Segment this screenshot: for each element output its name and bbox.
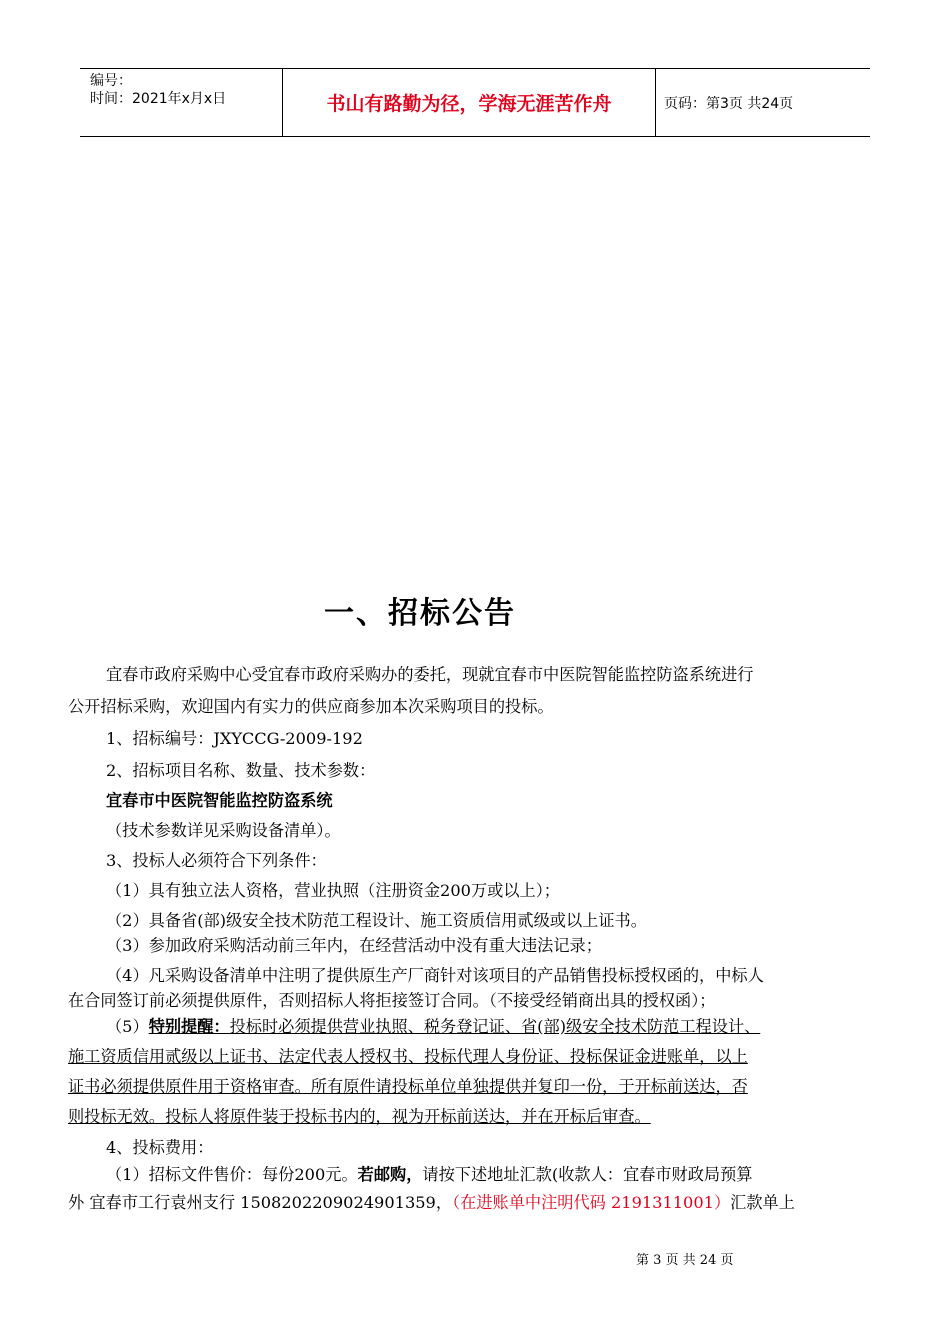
- header-number-label: 编号：: [90, 73, 132, 89]
- item-tender-number: 1、招标编号：JXYCCG-2009-192: [106, 729, 363, 748]
- header-time-label: 时间：2021年x月x日: [90, 91, 227, 107]
- item-bid-fees: 4、投标费用：: [106, 1138, 214, 1157]
- header-bottom-border: [80, 136, 870, 137]
- intro-line-2: 公开招标采购，欢迎国内有实力的供应商参加本次采购项目的投标。: [68, 697, 554, 716]
- fee-line-2: [68, 1193, 884, 1213]
- fee-remit-instruction: 请按下述地址汇款(收款人：宜春市财政局预算: [422, 1165, 753, 1184]
- header-page-label: 页码：第3页 共24页: [664, 96, 794, 112]
- header-divider-left: [282, 68, 283, 136]
- fee-line-1: [68, 1165, 922, 1185]
- fee-price: （1）招标文件售价：每份200元。: [106, 1165, 358, 1184]
- project-name: 宜春市中医院智能监控防盗系统: [106, 791, 333, 810]
- header-motto: 书山有路勤为径，学海无涯苦作舟: [326, 93, 612, 115]
- special-reminder-label: 特别提醒：: [148, 1017, 230, 1036]
- tech-note: （技术参数详见采购设备清单）。: [106, 821, 341, 840]
- intro-line-1: 宜春市政府采购中心受宜春市政府采购办的委托，现就宜春市中医院智能监控防盗系统进行: [106, 665, 754, 684]
- item-project-info: 2、招标项目名称、数量、技术参数：: [106, 761, 376, 780]
- condition-4-line-1: （4）凡采购设备清单中注明了提供原生产厂商针对该项目的产品销售投标授权函的，中标人: [106, 966, 764, 985]
- fee-code-note: （在进账单中注明代码 2191311001）: [452, 1193, 731, 1212]
- page-title: 一、招标公告: [324, 596, 516, 631]
- condition-2: （2）具备省(部)级安全技术防范工程设计、施工资质信用贰级或以上证书。: [106, 911, 647, 930]
- fee-bank-account: 外 宜春市工行袁州支行 1508202209024901359，: [68, 1193, 453, 1212]
- condition-4-line-2: 在合同签订前必须提供原件，否则招标人将拒接签订合同。（不接受经销商出具的授权函）；: [68, 991, 716, 1010]
- header-top-border: [80, 68, 870, 69]
- fee-line-2-end: 汇款单上: [730, 1193, 795, 1212]
- footer-page-number: 第 3 页 共 24 页: [636, 1253, 734, 1268]
- condition-5-prefix: （5）: [106, 1017, 149, 1036]
- condition-5-line-4: 则投标无效。投标人将原件装于投标书内的，视为开标前送达，并在开标后审查。: [68, 1107, 651, 1126]
- condition-1: （1）具有独立法人资格，营业执照（注册资金200万或以上）；: [106, 881, 560, 900]
- condition-5-line-1-text: 投标时必须提供营业执照、税务登记证、省(部)级安全技术防范工程设计、: [229, 1017, 761, 1036]
- condition-5-line-3: 证书必须提供原件用于资格审查。所有原件请投标单位单独提供并复印一份，于开标前送达，否: [68, 1077, 748, 1096]
- fee-mail-order: 若邮购，: [357, 1165, 423, 1184]
- item-bidder-conditions: 3、投标人必须符合下列条件：: [106, 851, 327, 870]
- condition-5-line-2: 施工资质信用贰级以上证书、法定代表人授权书、投标代理人身份证、投标保证金进账单，以上: [68, 1047, 748, 1066]
- condition-5-line-1: [68, 1017, 922, 1037]
- header-divider-right: [655, 68, 656, 136]
- condition-3: （3）参加政府采购活动前三年内，在经营活动中没有重大违法记录；: [106, 936, 602, 955]
